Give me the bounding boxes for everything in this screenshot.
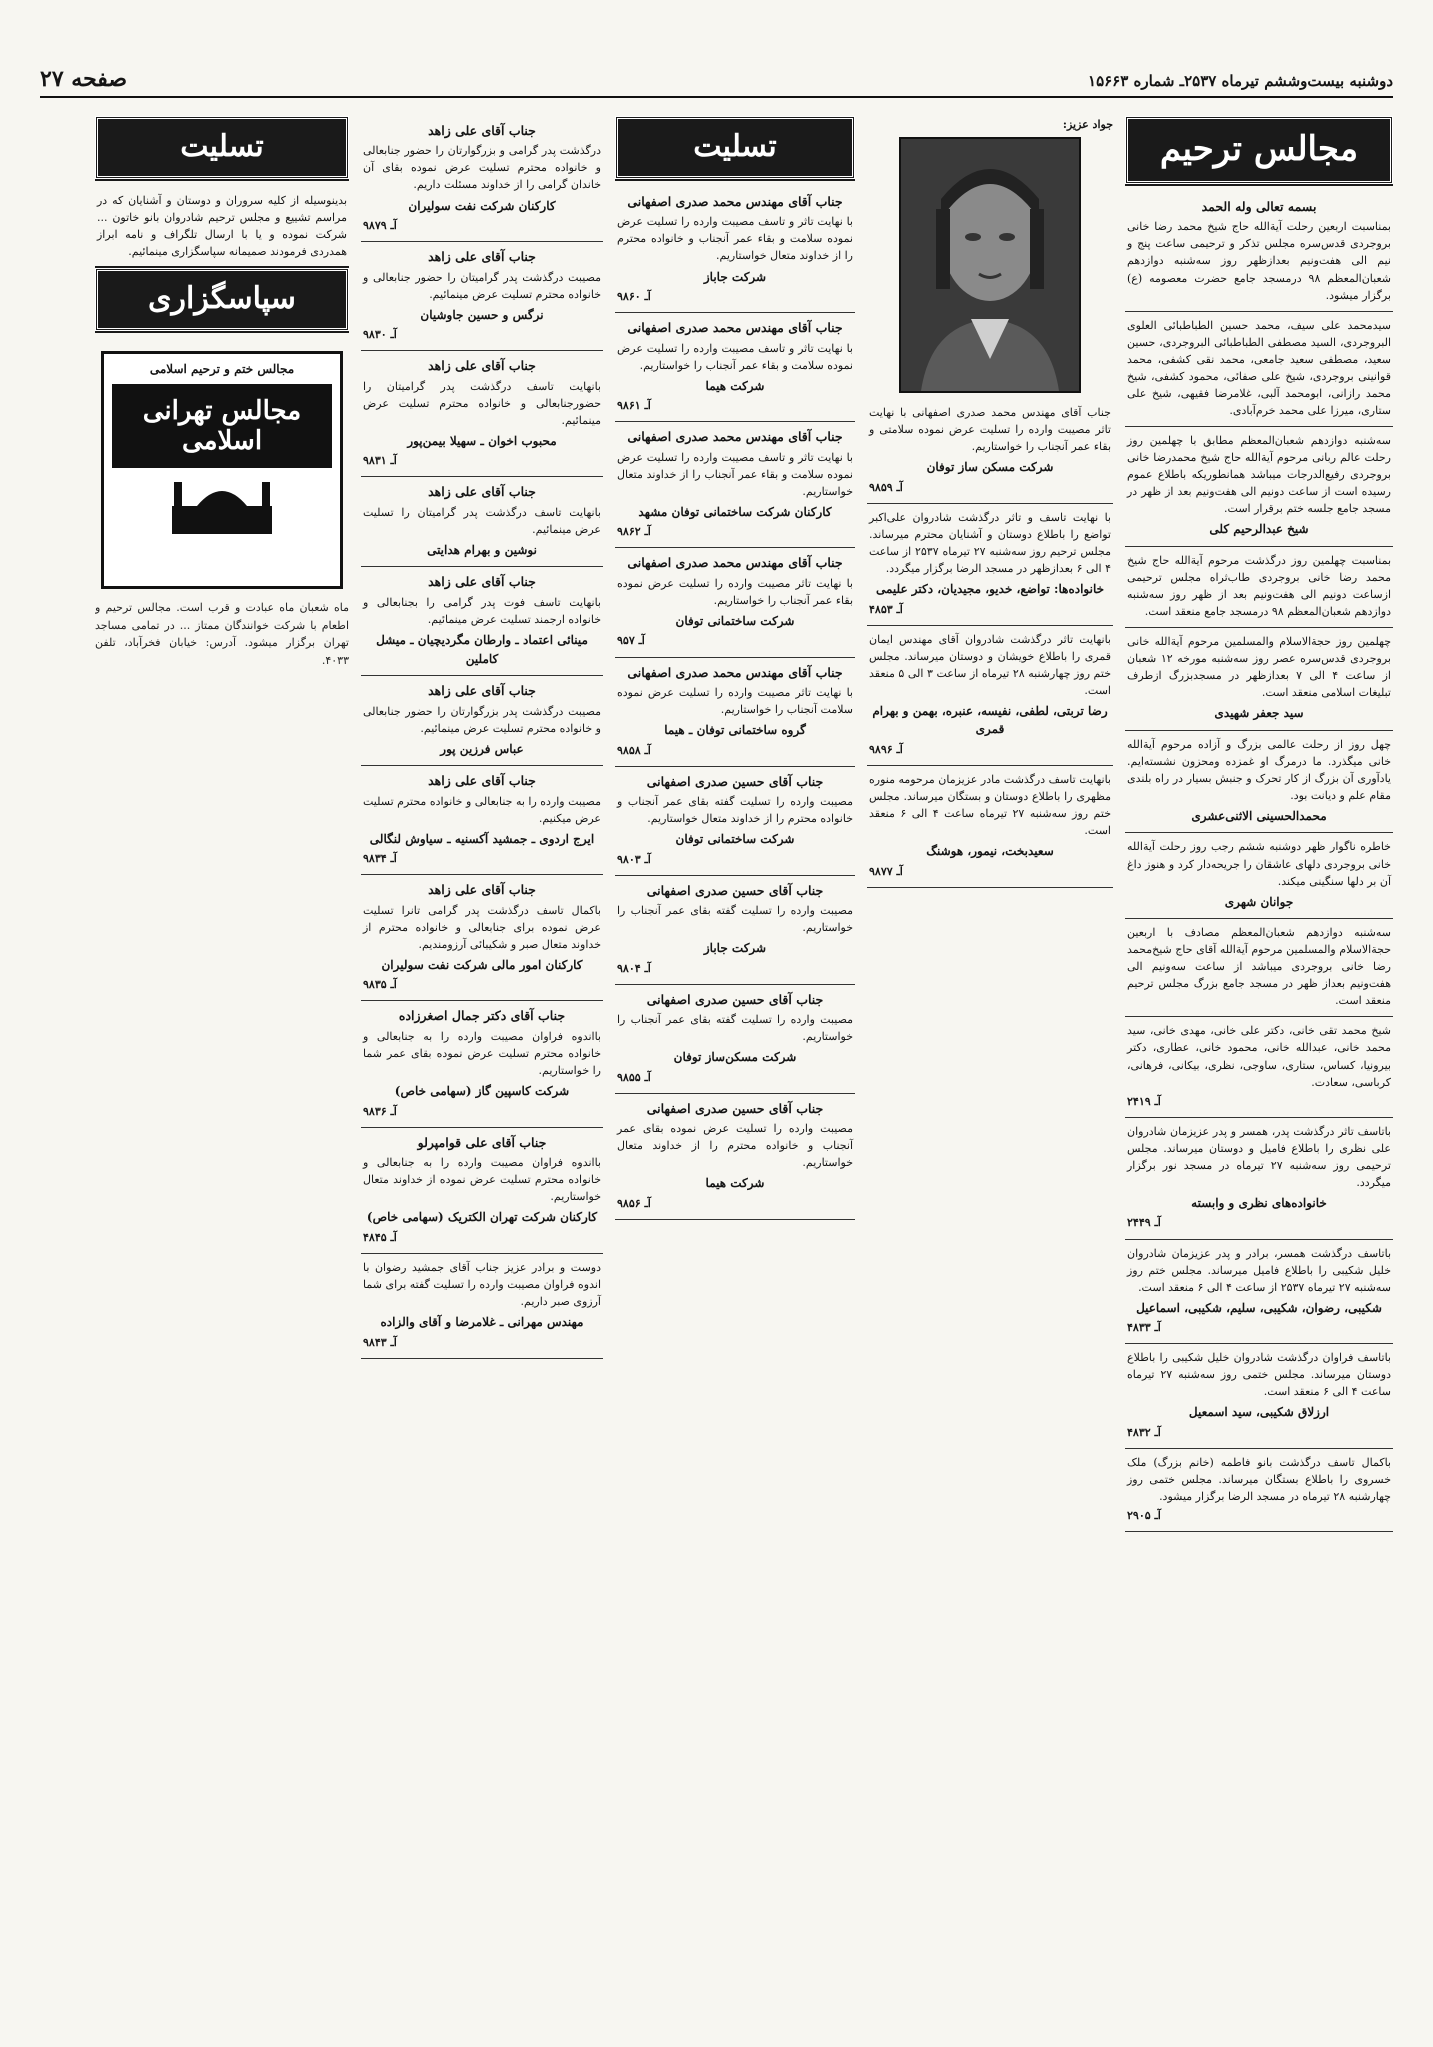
notice-code: آـ ۹۸۵۵ [617,1070,651,1084]
notice-body: بااندوه فراوان مصیبت وارده را به جنابعالی و خانواده محترم تسلیت عرض نموده از خداوند متعال خواستاریم. [363,1156,601,1204]
notice-title: جناب آقای حسین صدری اصفهانی [646,773,824,789]
notice-body: با نهایت تاثر مصیبت وارده را تسلیت عرض نموده بقاء عمر آنجناب را خواستاریم. [617,576,853,607]
notice-signature: مینائی اعتماد ـ وارطان مگردیچیان ـ میشل کاملین [376,632,588,666]
notice [361,766,603,875]
notice-title: جناب آقای علی زاهد [428,123,536,138]
notice-signature: کارکنان شرکت نفت سولیران [408,198,556,213]
notice-title: جناب آقای علی زاهد [428,574,536,590]
notice-signature: کارکنان شرکت تهران الکتریک (سهامی خاص) [366,1210,598,1225]
notice-body: با نهایت تاسف و تاثر درگذشت شادروان علی‌اکبر تواضع را باطلاع دوستان و آشنایان محترم میرساند. مجلس ترحیم روز سه‌شنبه ۲۷ تیرماه ۲۵۳۷ از ساعت ۴ الی ۶ بعدازظهر در مسجد الرضا برگزار میگردد. [869,510,1111,575]
notice-body: با نهایت تاثر و تاسف مصیبت وارده را تسلیت عرض نموده سلامت و بقاء عمر آنجناب را خواستاریم. [617,341,853,372]
notice-signature: شرکت جاباز [703,941,767,956]
portrait-photo [899,137,1081,393]
notice-title: جناب آقای حسین صدری اصفهانی [646,991,824,1007]
majles-advertisement [101,351,343,589]
notice [95,187,349,268]
notice [361,477,603,567]
notice-list [95,187,349,268]
notice-body: باکمال تاسف درگذشت بانو فاطمه (خانم بزرگ) ملک خسروی را باطلاع بستگان میرساند. مجلس ختمی روز چهارشنبه ۲۸ تیرماه در مسجد الرضا برگزار میشود. [1127,1456,1391,1504]
majles-title: مجالس تهرانی اسلامی [112,384,332,468]
notice-title: جناب آقای مهندس محمد صدری اصفهانی [627,664,843,680]
notice [1125,731,1393,834]
notice-body: بانهایت تاسف درگذشت مادر عزیزمان مرحومه منوره مظهری را باطلاع دوستان و بستگان میرساند. مجلس ختم روز سه‌شنبه ۲۷ تیرماه ساعت ۴ الی ۶ منعقد است. [869,773,1111,838]
notice [361,875,603,1001]
notice-signature: مهندس مهرانی ـ غلامرضا و آقای والزاده [380,1314,584,1329]
notice-body: بمناسبت اربعین رحلت آیةالله حاج شیخ محمد رضا خانی بروجردی قدس‌سره مجلس تذکر و ترحیمی ساعت پنج و نیم الی هفت‌ونیم بعدازظهر روز سه‌شنبه دوازدهم شعبان‌المعظم ۹۸ درمسجد جامع حضرت معصومه (ع) برگزار میشود. [1127,220,1391,302]
notice-title: جناب آقای مهندس محمد صدری اصفهانی [627,320,843,336]
notice-signature: سید جعفر شهیدی [1214,706,1304,721]
notice-code: آـ ۹۸۹۶ [869,742,903,756]
notice [615,876,855,985]
majles-bottom-text: ماه شعبان ماه عبادت و قرب است. مجالس ترحیم و اطعام با شرکت خوانندگان ممتاز ... در تمامی مساجد تهران برگزار میشود. آدرس: خیابان فخرآباد، تلفن ۴۰۳۳. [95,601,349,667]
notice-body: سیدمحمد علی سیف، محمد حسین الطباطبائی العلوی البروجردی، السید مصطفی الطباطبائی البروجردی، حسین سعید، مصطفی سعید جامعی، محمد نقی کشفی، محمد قوانینی بروجردی، شیخ علی صفائی، محمود کشفی، شیخ محمد رازانی، ابومحمد آلبی، غلامرضا فقیهی، شیخ علی ستاری، میرزا علی محمد خرم‌آبادی. [1127,318,1391,417]
notice-body: درگذشت پدر گرامی و بزرگوارتان را حضور جنابعالی و خانواده محترم تسلیت عرض نموده بقای آن خاندان گرامی را از خداوند مسئلت داریم. [363,144,601,192]
notice-body: چهل روز از رحلت عالمی بزرگ و آزاده مرحوم آیةالله خانی میگذرد. ما درمرگ او غمزده ومحزون نشسته‌ایم. یادآوری آن بزرگ از کار تحرک و جنبش بسیار در راه بلندی مقام علم و دیانت بود. [1127,737,1391,802]
notice [867,766,1113,888]
notice [867,399,1113,504]
notice-code: آـ ۴۸۳۳ [1127,1321,1161,1335]
notice-title: جناب آقای علی زاهد [428,249,536,265]
notice-signature: شرکت جاباز [703,269,767,284]
notice-code: آـ ۹۸۳۶ [363,1104,397,1118]
notice-body: با نهایت تاثر و تاسف مصیبت وارده را تسلیت عرض نموده سلامت و بقاء عمر آنجناب را از خداوند متعال خواستاریم. [617,450,853,498]
notice-code: آـ ۹۸۵۸ [617,743,651,757]
section-banner-taslit: تسلیت [615,116,855,179]
page-header [40,66,1393,98]
notice-body: بانهایت تاسف فوت پدر گرامی را بجنابعالی و خانواده ارجمند تسلیت عرض مینمائیم. [363,595,601,626]
notice-code: آـ ۹۸۶۰ [617,290,651,304]
notice [615,422,855,548]
notice-signature: محمدالحسینی الاثنی‌عشری [1191,808,1327,823]
notice [361,351,603,477]
notice-body: بانهایت تاسف درگذشت پدر گرامیتان را حضورجنابعالی و خانواده محترم تسلیت عرض مینمائیم. [363,379,601,427]
notice [1125,919,1393,1017]
notice [1125,1017,1393,1117]
mosque-icon [162,476,282,536]
notice [361,567,603,676]
notice [361,242,603,351]
notice-body: سه‌شنبه دوازدهم شعبان‌المعظم مطابق با چهلمین روز رحلت عالم ربانی مرحوم آیةالله حاج شیخ محمدرضا خانی بروجردی رفیع‌الدرجات میباشد همانطوریکه باطلاع عموم رسیده است از ساعت دونیم الی هفت‌ونیم بعد از ظهر در مسجد جامع جلسه ختم برقرار است. [1127,433,1391,516]
notice-body: مصیبت درگذشت پدر بزرگوارتان را حضور جنابعالی و خانواده محترم تسلیت عرض مینمائیم. [363,704,601,735]
notice-code: آـ ۹۸۳۱ [363,454,397,468]
notice-signature: کارکنان امور مالی شرکت نفت سولیران [381,957,583,972]
notice-body: مصیبت وارده را به جنابعالی و خانواده محترم تسلیت عرض میکنیم. [363,794,601,825]
notice-signature: محبوب اخوان ـ سهیلا بیمن‌پور [407,433,557,448]
notice [1125,547,1393,628]
notice-body: بااندوه فراوان مصیبت وارده را به جنابعالی و خانواده محترم تسلیت عرض نموده بقای عمر شما را خواستاریم. [363,1029,601,1077]
notice-title: جناب آقای حسین صدری اصفهانی [646,882,824,898]
notice-body: با نهایت تاثر مصیبت وارده را تسلیت عرض نموده سلامت آنجناب را خواستاریم. [617,685,853,716]
notice-signature: خانواده‌ها: تواضع، خدیو، مجیدیان، دکتر علیمی [875,581,1105,596]
section-banner-majales-tarhim: مجالس ترحیم [1125,116,1393,184]
majles-label: مجالس ختم و ترحیم اسلامی [149,362,295,377]
notice-body: مصیبت وارده را تسلیت گفته بقای عمر آنجناب را خواستاریم. [617,1013,853,1044]
notice [1125,1118,1393,1240]
notice-signature: نوشین و بهرام هدایتی [427,542,537,557]
notice [1125,628,1393,731]
notice-code: آـ ۹۸۵۶ [617,1197,651,1211]
notice-body: باکمال تاسف درگذشت پدر گرامی تانرا تسلیت عرض نموده برای جنابعالی و خانواده محترم از خداوند متعال صبر و شکیبائی آرزومندیم. [363,903,601,951]
notice [1125,192,1393,312]
notice [1125,833,1393,919]
notice-list [361,116,603,1359]
notice-code: آـ ۹۸۴۳ [363,1335,397,1349]
notice-code: آـ ۹۸۶۲ [617,525,651,539]
notice-signature: رضا تربتی، لطفی، نفیسه، عنبره، بهمن و بهرام قمری [872,703,1108,737]
notice-signature: ایرج اردوی ـ جمشید آکسنیه ـ سیاوش لنگالی [369,831,595,846]
notice [867,504,1113,626]
notice-body: بمناسبت چهلمین روز درگذشت مرحوم آیةالله حاج شیخ محمد رضا خانی بروجردی طاب‌ثراه مجلس ترحیمی ازساعت دونیم الی هفت‌ونیم بعد از ظهر روز سه‌شنبه دوازدهم شعبان‌المعظم ۹۸ درمسجد جامع منعقد است. [1127,553,1391,618]
issue-date: دوشنبه بیست‌وششم تیرماه ۲۵۳۷ـ شماره ۱۵۶۶۳ [1088,72,1393,90]
notice-code: آـ ۴۸۴۵ [363,1230,397,1244]
column-5 [95,116,349,2006]
notice-code: آـ ۹۸۷۷ [869,864,903,878]
notice-title: جناب آقای علی زاهد [428,773,536,789]
notice-body: مصیبت وارده را تسلیت گفته بقای عمر آنجناب و خانواده محترم را از خداوند متعال خواستاریم. [617,795,853,826]
notice-code: آـ ۲۴۴۹ [1127,1216,1161,1230]
notice-signature: کارکنان شرکت ساختمانی توفان مشهد [638,504,832,519]
notice-code: آـ ۹۸۳۰ [363,328,397,342]
notice-body: مصیبت درگذشت پدر گرامیتان را حضور جنابعالی و خانواده محترم تسلیت عرض مینمائیم. [363,270,601,301]
notice-signature: شرکت مسکن‌ساز توفان [673,1050,797,1065]
notice-signature: ارزلاق شکیبی، سید اسمعیل [1188,1405,1330,1420]
notice-body: خاطره ناگوار ظهر دوشنبه ششم رجب روز رحلت آیةالله خانی بروجردی دلهای عاشقان را جریحه‌دار کرد و هنوز داغ آن بر دلها سنگینی میکند. [1127,840,1391,888]
notice-body: بانهایت تاسف درگذشت پدر گرامیتان را تسلیت عرض مینمائیم. [363,505,601,536]
section-banner-taslit-2: تسلیت [95,116,349,179]
page-number: صفحه ۲۷ [40,66,128,92]
notice-signature: خانواده‌های نظری و وابسته [1191,1195,1327,1210]
notice-code: آـ ۹۸۷۹ [363,219,397,233]
notice-title: جناب آقای علی زاهد [428,683,536,699]
notice-list [615,187,855,1220]
column-2 [867,116,1113,2006]
notice [361,1128,603,1254]
notice-title: جناب آقای علی زاهد [428,484,536,500]
notice [1125,427,1393,547]
notice-body: شیخ محمد تقی خانی، دکتر علی خانی، مهدی خانی، سید محمد خانی، عبدالله خانی، محمود خانی، عطاری، دکتر بیرونیا، کساس، ستاری، ساوجی، نظری، بیکانی، فرهانی، کرباسی، سعادت. [1127,1024,1391,1089]
notice-signature: شرکت هیما [705,1176,765,1191]
notice-title: جناب آقای مهندس محمد صدری اصفهانی [627,429,843,445]
notice-title: جناب آقای مهندس محمد صدری اصفهانی [627,194,843,209]
notice [361,1254,603,1359]
notice-body: جناب آقای مهندس محمد صدری اصفهانی با نهایت تاثر مصیبت وارده را تسلیت عرض نموده سلامتی و بقاء عمر آنجناب را خواستاریم. [869,406,1111,454]
notice-signature: سعیدبخت، نیمور، هوشنگ [926,844,1054,859]
notice-title: جناب آقای دکتر جمال اصغرزاده [398,1008,566,1024]
notice-signature: شیخ عبدالرحیم کلی [1209,522,1309,537]
notice-title: جناب آقای مهندس محمد صدری اصفهانی [627,555,843,571]
notice [615,548,855,657]
notice [867,626,1113,766]
notice [1125,1449,1393,1532]
notice-signature: شرکت ساختمانی توفان [675,613,795,628]
notice [615,658,855,767]
notice-signature: شرکت مسکن ساز توفان [926,460,1054,475]
section-banner-sepasgozari: سپاسگزاری [95,268,349,331]
notice-body: چهلمین روز حجةالاسلام والمسلمین مرحوم آیةالله خانی بروجردی قدس‌سره عصر روز سه‌شنبه مورخه ۱۲ شعبان از ساعت ۴ الی ۷ بعدازظهر در مسجدبزرگ ازطرف تبلیغات اسلامی منعقد است. [1127,634,1391,700]
notice [615,1094,855,1220]
notice-body: مصیبت وارده را تسلیت گفته بقای عمر آنجناب را خواستاریم. [617,904,853,935]
portrait-icon [901,139,1079,391]
notice-signature: شرکت ساختمانی توفان [675,832,795,847]
notice-signature: شرکت کاسپین گاز (سهامی خاص) [394,1083,570,1098]
notice-code: آـ ۹۸۰۳ [617,852,651,866]
notice-code: آـ ۴۸۵۳ [869,602,903,616]
notice-code: آـ ۹۵۷ [617,634,645,648]
notice-body: مصیبت وارده را تسلیت عرض نموده بقای عمر آنجناب و خانواده محترم را از خداوند متعال خواستاریم. [617,1122,853,1170]
notice-signature: جوانان شهری [1224,894,1294,909]
notice [615,313,855,422]
notice-title: بسمه تعالی وله الحمد [1201,199,1317,214]
notice [1125,312,1393,427]
notice [361,676,603,766]
notice-signature: نرگس و حسین جاوشیان [420,307,544,322]
notice-code: آـ ۹۸۶۱ [617,399,651,413]
notice-body: بانهایت تاثر درگذشت شادروان آقای مهندس ایمان قمری را باطلاع خویشان و دوستان میرساند. مجلس ختم روز چهارشنبه ۲۸ تیرماه از ساعت ۳ الی ۵ منعقد است. [869,632,1112,697]
notice-body: باتاسف درگذشت همسر، برادر و پدر عزیزمان شادروان خلیل شکیبی را باطلاع فامیل میرساند. مجلس ختم روز سه‌شنبه ۲۷ تیرماه ۲۵۳۷ از ساعت ۴ الی ۶ منعقد است. [1127,1246,1391,1294]
notice-signature: شرکت هیما [705,378,765,393]
notice-list [1125,192,1393,1532]
notice [1125,1240,1393,1345]
notice-body: سه‌شنبه دوازدهم شعبان‌المعظم مصادف با اربعین حجةالاسلام والمسلمین مرحوم آیةالله آقای حاج شیخ‌محمد رضا خانی بروجردی میباشد از ساعت سه‌ونیم الی هفت‌ونیم بعداز ظهر در مسجد جامع بزرگ مجلس ترحیم منعقد است. [1127,926,1391,1008]
notice [615,187,855,313]
notice-title: جناب آقای علی زاهد [428,882,536,898]
notice [361,1001,603,1127]
notice-code: آـ ۴۸۳۲ [1127,1426,1161,1440]
notice-code: آـ ۲۴۱۹ [1127,1094,1161,1108]
notice-body: باتاسف فراوان درگذشت شادروان خلیل شکیبی را باطلاع دوستان میرساند. مجلس ختمی روز سه‌شنبه ۲۷ تیرماه ساعت ۴ الی ۶ منعقد است. [1127,1351,1391,1399]
notice [615,985,855,1094]
notice-code: آـ ۲۹۰۵ [1127,1509,1161,1523]
notice-title: جناب آقای علی قوامپرلو [417,1134,547,1150]
notice [1125,1344,1393,1449]
notice [615,767,855,876]
column-4 [361,116,603,2006]
column-1 [1125,116,1393,2006]
notice-signature: گروه ساختمانی توفان ـ هیما [664,723,806,737]
notice [361,116,603,242]
notice-body: با نهایت تاثر و تاسف مصیبت وارده را تسلیت عرض نموده سلامت و بقاء عمر آنجناب و خانواده محترم را از خداوند متعال خواستاریم. [617,215,853,263]
notice-body: باتاسف تاثر درگذشت پدر، همسر و پدر عزیزمان شادروان علی نظری را باطلاع فامیل و دوستان میرساند. مجلس ترحیمی روز سه‌شنبه ۲۷ تیرماه در مسجد نور برگزار میگردد. [1127,1124,1391,1189]
notice-code: آـ ۹۸۳۴ [363,852,397,866]
notice-body: بدینوسیله از کلیه سروران و دوستان و آشنایان که در مراسم تشییع و مجلس ترحیم شادروان بانو خاتون ... شرکت نموده و یا با ارسال تلگراف و نامه ابراز همدردی فرمودند صمیمانه سپاسگزاری مینمائیم. [97,194,347,259]
column-3 [615,116,855,2006]
notice-code: آـ ۹۸۳۵ [363,978,397,992]
notice-list [867,399,1113,888]
notice-signature: عباس فرزین پور [440,741,524,756]
notice-body: دوست و برادر عزیز جناب آقای جمشید رضوان با اندوه فراوان مصیبت وارده را تسلیت گفته برای شما آرزوی صبر داریم. [363,1260,601,1308]
notice-code: آـ ۹۸۵۹ [869,480,903,494]
photo-caption: جواد عزیز: [1062,118,1113,131]
notice-title: جناب آقای علی زاهد [428,358,536,374]
notice-code: آـ ۹۸۰۴ [617,961,651,975]
notice-signature: شکیبی، رضوان، شکیبی، سلیم، شکیبی، اسماعیل [1136,1300,1382,1315]
notice-title: جناب آقای حسین صدری اصفهانی [646,1100,824,1116]
